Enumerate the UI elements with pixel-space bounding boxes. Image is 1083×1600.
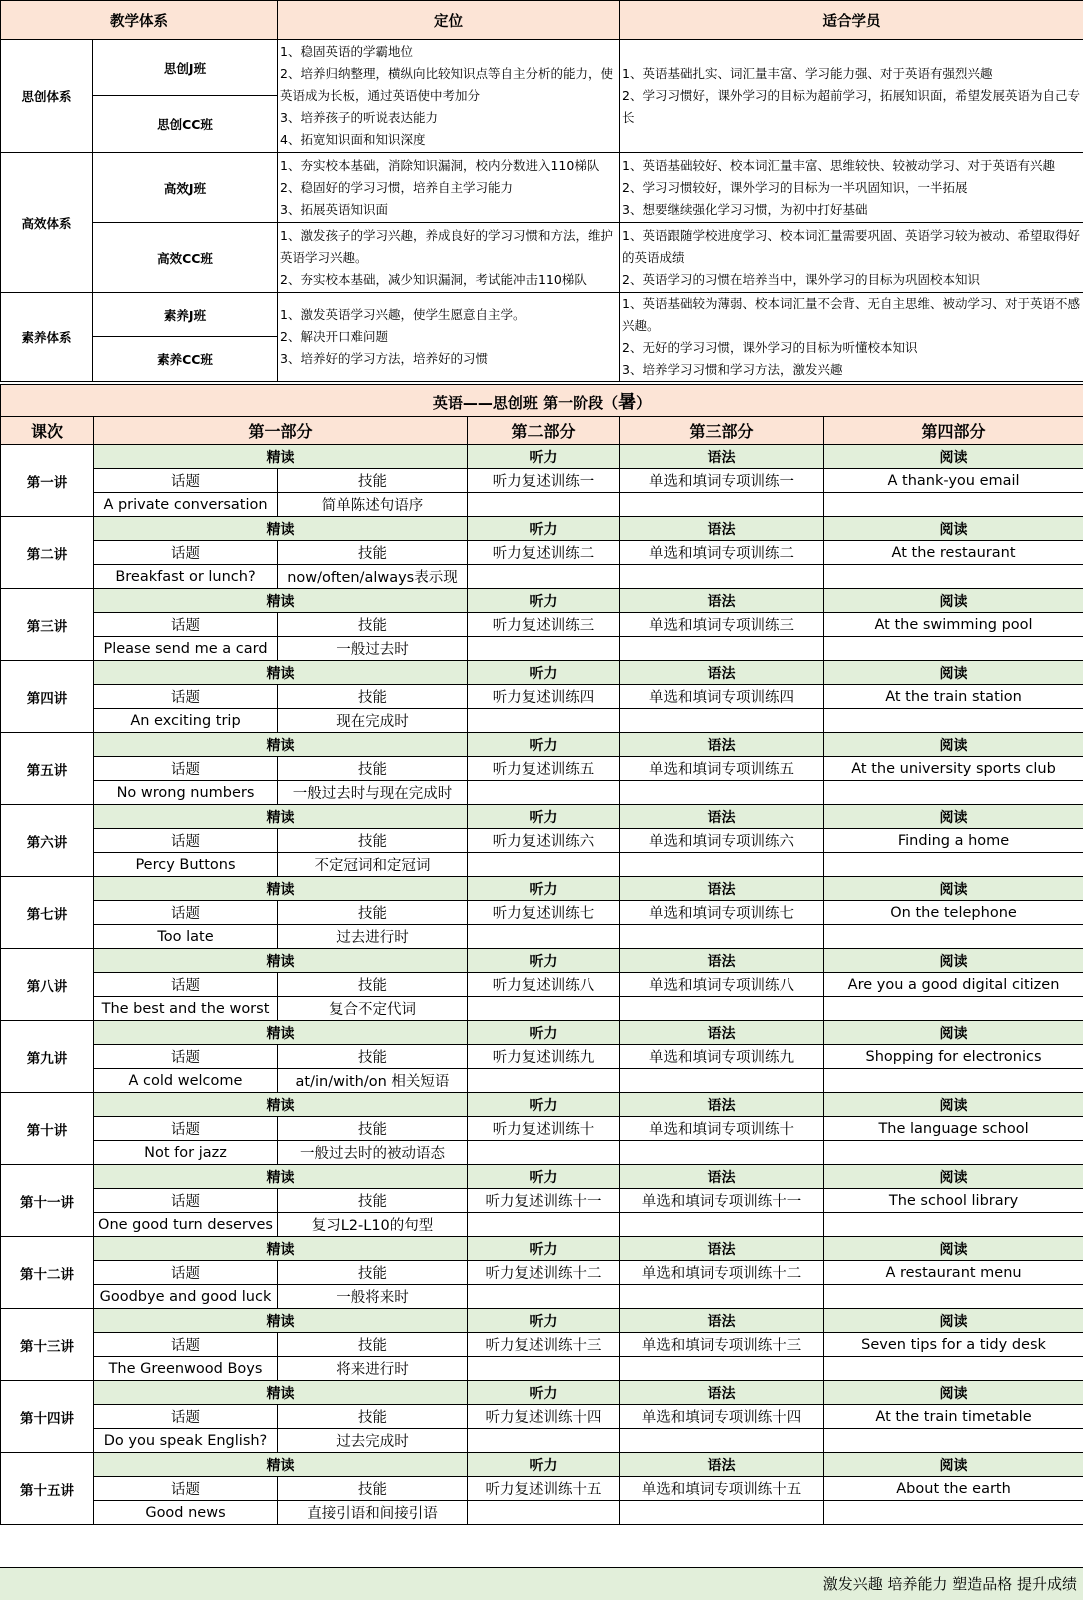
empty-cell: [824, 1213, 1083, 1237]
empty-cell: [824, 1069, 1083, 1093]
grammar-item: 单选和填词专项训练十: [620, 1117, 824, 1141]
text-line: 4、拓宽知识面和知识深度: [280, 132, 426, 147]
grammar-item: 单选和填词专项训练十三: [620, 1333, 824, 1357]
header-positioning: 定位: [278, 1, 620, 40]
system-name: 素养体系: [1, 293, 93, 382]
topic-label: 话题: [94, 685, 278, 709]
reading-item: A restaurant menu: [824, 1261, 1083, 1285]
topic-label: 话题: [94, 1117, 278, 1141]
skill-value: 过去进行时: [278, 925, 468, 949]
text-line: 1、英语基础扎实、词汇量丰富、学习能力强、对于英语有强烈兴趣: [622, 66, 993, 81]
text-line: 2、英语学习的习惯在培养当中，课外学习的目标为巩固校本知识: [622, 271, 980, 287]
text-line: 2、学习习惯好，课外学习的目标为超前学习，拓展知识面，希望发展英语为自己专长: [622, 88, 1080, 125]
topic-value: The Greenwood Boys: [94, 1357, 278, 1381]
listening-item: 听力复述训练十三: [468, 1333, 620, 1357]
listening-item: 听力复述训练十一: [468, 1189, 620, 1213]
empty-cell: [468, 997, 620, 1021]
lesson-name: 第十五讲: [1, 1453, 94, 1525]
listening-item: 听力复述训练四: [468, 685, 620, 709]
lesson-name: 第五讲: [1, 733, 94, 805]
section-grammar: 语法: [620, 1309, 824, 1333]
skill-value: 不定冠词和定冠词: [278, 853, 468, 877]
positioning-cell: [278, 293, 620, 382]
empty-cell: [620, 709, 824, 733]
section-intensive-reading: 精读: [94, 1237, 468, 1261]
section-grammar: 语法: [620, 661, 824, 685]
students-cell: [620, 293, 1083, 382]
empty-cell: [468, 709, 620, 733]
grammar-item: 单选和填词专项训练六: [620, 829, 824, 853]
grammar-item: 单选和填词专项训练一: [620, 469, 824, 493]
skill-label: 技能: [278, 613, 468, 637]
skill-label: 技能: [278, 1405, 468, 1429]
lesson-name: 第七讲: [1, 877, 94, 949]
empty-cell: [620, 781, 824, 805]
grammar-item: 单选和填词专项训练九: [620, 1045, 824, 1069]
lesson-name: 第六讲: [1, 805, 94, 877]
empty-cell: [620, 1285, 824, 1309]
topic-label: 话题: [94, 901, 278, 925]
section-listening: 听力: [468, 1165, 620, 1189]
topic-label: 话题: [94, 1477, 278, 1501]
grammar-item: 单选和填词专项训练十五: [620, 1477, 824, 1501]
section-listening: 听力: [468, 1237, 620, 1261]
text-line: 1、夯实校本基础，消除知识漏洞，校内分数进入110梯队: [280, 157, 600, 173]
topic-label: 话题: [94, 973, 278, 997]
topic-value: Please send me a card: [94, 637, 278, 661]
reading-item: Are you a good digital citizen: [824, 973, 1083, 997]
section-grammar: 语法: [620, 1381, 824, 1405]
section-listening: 听力: [468, 517, 620, 541]
listening-item: 听力复述训练十四: [468, 1405, 620, 1429]
title-season: 暑: [618, 391, 637, 413]
topic-label: 话题: [94, 1189, 278, 1213]
topic-label: 话题: [94, 541, 278, 565]
schedule-title: [1, 385, 1083, 417]
section-intensive-reading: 精读: [94, 733, 468, 757]
section-grammar: 语法: [620, 445, 824, 469]
lesson-name: 第九讲: [1, 1021, 94, 1093]
text-line: 2、无好的学习习惯，课外学习的目标为听懂校本知识: [622, 340, 918, 355]
section-reading: 阅读: [824, 517, 1083, 541]
section-reading: 阅读: [824, 1237, 1083, 1261]
col-part2: 第二部分: [468, 417, 620, 445]
section-listening: 听力: [468, 1309, 620, 1333]
empty-cell: [824, 853, 1083, 877]
skill-label: 技能: [278, 1189, 468, 1213]
skill-value: now/often/always表示现: [278, 565, 468, 589]
skill-label: 技能: [278, 469, 468, 493]
section-listening: 听力: [468, 949, 620, 973]
section-listening: 听力: [468, 1381, 620, 1405]
topic-value: An exciting trip: [94, 709, 278, 733]
listening-item: 听力复述训练六: [468, 829, 620, 853]
listening-item: 听力复述训练十: [468, 1117, 620, 1141]
section-intensive-reading: 精读: [94, 877, 468, 901]
title-main: 英语——思创班 第一阶段（: [432, 393, 619, 412]
class-name: 素养J班: [93, 293, 278, 337]
grammar-item: 单选和填词专项训练五: [620, 757, 824, 781]
empty-cell: [824, 1141, 1083, 1165]
empty-cell: [824, 709, 1083, 733]
skill-value: 简单陈述句语序: [278, 493, 468, 517]
text-line: 3、拓展英语知识面: [280, 201, 388, 217]
topic-label: 话题: [94, 1333, 278, 1357]
empty-cell: [468, 1069, 620, 1093]
text-line: 1、激发英语学习兴趣，使学生愿意自主学。: [280, 307, 526, 322]
skill-label: 技能: [278, 541, 468, 565]
empty-cell: [468, 493, 620, 517]
section-listening: 听力: [468, 1093, 620, 1117]
grammar-item: 单选和填词专项训练十四: [620, 1405, 824, 1429]
section-reading: 阅读: [824, 589, 1083, 613]
grammar-item: 单选和填词专项训练十一: [620, 1189, 824, 1213]
skill-value: 一般过去时的被动语态: [278, 1141, 468, 1165]
empty-cell: [824, 1429, 1083, 1453]
topic-value: Not for jazz: [94, 1141, 278, 1165]
section-reading: 阅读: [824, 1381, 1083, 1405]
skill-value: 复合不定代词: [278, 997, 468, 1021]
empty-cell: [620, 1429, 824, 1453]
empty-cell: [468, 1213, 620, 1237]
grammar-item: 单选和填词专项训练三: [620, 613, 824, 637]
class-name: 高效CC班: [93, 223, 278, 293]
section-intensive-reading: 精读: [94, 1309, 468, 1333]
empty-cell: [824, 781, 1083, 805]
topic-label: 话题: [94, 829, 278, 853]
system-name: 思创体系: [1, 40, 93, 153]
empty-cell: [620, 565, 824, 589]
topic-value: No wrong numbers: [94, 781, 278, 805]
skill-value: 现在完成时: [278, 709, 468, 733]
empty-cell: [468, 1501, 620, 1525]
lesson-name: 第十四讲: [1, 1381, 94, 1453]
col-part1: 第一部分: [94, 417, 468, 445]
section-intensive-reading: 精读: [94, 1165, 468, 1189]
section-grammar: 语法: [620, 1453, 824, 1477]
col-lesson: 课次: [1, 417, 94, 445]
skill-value: 过去完成时: [278, 1429, 468, 1453]
text-line: 3、培养学习习惯和学习方法，激发兴趣: [622, 362, 843, 377]
lesson-name: 第十三讲: [1, 1309, 94, 1381]
col-part3: 第三部分: [620, 417, 824, 445]
students-cell: [620, 40, 1083, 153]
section-reading: 阅读: [824, 1453, 1083, 1477]
empty-cell: [468, 1429, 620, 1453]
topic-value: Percy Buttons: [94, 853, 278, 877]
listening-item: 听力复述训练二: [468, 541, 620, 565]
text-line: 2、稳固好的学习习惯，培养自主学习能力: [280, 179, 513, 195]
section-intensive-reading: 精读: [94, 1381, 468, 1405]
section-intensive-reading: 精读: [94, 661, 468, 685]
empty-cell: [620, 1357, 824, 1381]
section-reading: 阅读: [824, 445, 1083, 469]
empty-cell: [620, 1069, 824, 1093]
section-grammar: 语法: [620, 1093, 824, 1117]
section-reading: 阅读: [824, 1165, 1083, 1189]
footer-slogan: 激发兴趣 培养能力 塑造品格 提升成绩: [0, 1567, 1083, 1600]
empty-cell: [824, 925, 1083, 949]
section-intensive-reading: 精读: [94, 1453, 468, 1477]
listening-item: 听力复述训练一: [468, 469, 620, 493]
text-line: 2、学习习惯较好，课外学习的目标为一半巩固知识，一半拓展: [622, 179, 968, 195]
skill-value: 一般将来时: [278, 1285, 468, 1309]
positioning-cell: [278, 153, 620, 223]
section-intensive-reading: 精读: [94, 445, 468, 469]
topic-value: Do you speak English?: [94, 1429, 278, 1453]
section-reading: 阅读: [824, 949, 1083, 973]
section-reading: 阅读: [824, 1309, 1083, 1333]
lesson-name: 第十一讲: [1, 1165, 94, 1237]
class-name: 思创J班: [93, 40, 278, 96]
positioning-cell: [278, 223, 620, 293]
empty-cell: [824, 1285, 1083, 1309]
reading-item: On the telephone: [824, 901, 1083, 925]
text-line: 2、培养归纳整理，横纵向比较知识点等自主分析的能力，使英语成为长板，通过英语使中考加分: [280, 66, 613, 103]
listening-item: 听力复述训练三: [468, 613, 620, 637]
topic-value: Good news: [94, 1501, 278, 1525]
listening-item: 听力复述训练七: [468, 901, 620, 925]
skill-label: 技能: [278, 685, 468, 709]
empty-cell: [620, 493, 824, 517]
empty-cell: [620, 853, 824, 877]
empty-cell: [468, 1141, 620, 1165]
reading-item: The school library: [824, 1189, 1083, 1213]
empty-cell: [468, 637, 620, 661]
grammar-item: 单选和填词专项训练十二: [620, 1261, 824, 1285]
empty-cell: [468, 1285, 620, 1309]
section-reading: 阅读: [824, 1093, 1083, 1117]
text-line: 2、夯实校本基础，减少知识漏洞，考试能冲击110梯队: [280, 271, 587, 287]
empty-cell: [620, 997, 824, 1021]
skill-value: 复习L2-L10的句型: [278, 1213, 468, 1237]
empty-cell: [620, 1213, 824, 1237]
grammar-item: 单选和填词专项训练八: [620, 973, 824, 997]
skill-value: 一般过去时: [278, 637, 468, 661]
listening-item: 听力复述训练八: [468, 973, 620, 997]
lesson-name: 第十二讲: [1, 1237, 94, 1309]
topic-value: Goodbye and good luck: [94, 1285, 278, 1309]
empty-cell: [824, 1501, 1083, 1525]
empty-cell: [468, 853, 620, 877]
section-intensive-reading: 精读: [94, 1093, 468, 1117]
lesson-name: 第一讲: [1, 445, 94, 517]
empty-cell: [824, 1357, 1083, 1381]
section-intensive-reading: 精读: [94, 949, 468, 973]
class-name: 素养CC班: [93, 337, 278, 382]
skill-label: 技能: [278, 1045, 468, 1069]
section-intensive-reading: 精读: [94, 1021, 468, 1045]
section-grammar: 语法: [620, 1165, 824, 1189]
section-grammar: 语法: [620, 1021, 824, 1045]
skill-label: 技能: [278, 757, 468, 781]
skill-label: 技能: [278, 973, 468, 997]
grammar-item: 单选和填词专项训练七: [620, 901, 824, 925]
empty-cell: [824, 637, 1083, 661]
skill-label: 技能: [278, 1477, 468, 1501]
col-part4: 第四部分: [824, 417, 1083, 445]
title-end: ）: [636, 393, 652, 412]
topic-label: 话题: [94, 1261, 278, 1285]
section-listening: 听力: [468, 805, 620, 829]
empty-cell: [620, 1501, 824, 1525]
empty-cell: [824, 997, 1083, 1021]
listening-item: 听力复述训练十二: [468, 1261, 620, 1285]
topic-value: Breakfast or lunch?: [94, 565, 278, 589]
section-grammar: 语法: [620, 949, 824, 973]
section-intensive-reading: 精读: [94, 805, 468, 829]
listening-item: 听力复述训练九: [468, 1045, 620, 1069]
skill-value: 将来进行时: [278, 1357, 468, 1381]
topic-value: The best and the worst: [94, 997, 278, 1021]
section-grammar: 语法: [620, 733, 824, 757]
section-grammar: 语法: [620, 517, 824, 541]
topic-label: 话题: [94, 757, 278, 781]
section-listening: 听力: [468, 445, 620, 469]
grammar-item: 单选和填词专项训练二: [620, 541, 824, 565]
empty-cell: [468, 781, 620, 805]
empty-cell: [620, 1141, 824, 1165]
text-line: 2、解决开口难问题: [280, 329, 388, 344]
empty-cell: [824, 493, 1083, 517]
section-reading: 阅读: [824, 661, 1083, 685]
section-listening: 听力: [468, 589, 620, 613]
section-reading: 阅读: [824, 733, 1083, 757]
system-name: 高效体系: [1, 153, 93, 293]
section-reading: 阅读: [824, 1021, 1083, 1045]
section-reading: 阅读: [824, 805, 1083, 829]
lesson-name: 第三讲: [1, 589, 94, 661]
students-cell: [620, 223, 1083, 293]
reading-item: At the swimming pool: [824, 613, 1083, 637]
topic-label: 话题: [94, 469, 278, 493]
topic-value: Too late: [94, 925, 278, 949]
text-line: 1、英语基础较好、校本词汇量丰富、思维较快、较被动学习、对于英语有兴趣: [622, 157, 1055, 173]
text-line: 3、想要继续强化学习习惯，为初中打好基础: [622, 201, 868, 217]
topic-label: 话题: [94, 613, 278, 637]
listening-item: 听力复述训练五: [468, 757, 620, 781]
section-reading: 阅读: [824, 877, 1083, 901]
header-system: 教学体系: [1, 1, 278, 40]
schedule-table: [0, 384, 1083, 1525]
text-line: 1、稳固英语的学霸地位: [280, 44, 413, 59]
reading-item: At the restaurant: [824, 541, 1083, 565]
skill-label: 技能: [278, 901, 468, 925]
empty-cell: [468, 1357, 620, 1381]
topic-value: A cold welcome: [94, 1069, 278, 1093]
section-intensive-reading: 精读: [94, 589, 468, 613]
section-grammar: 语法: [620, 1237, 824, 1261]
skill-value: 直接引语和间接引语: [278, 1501, 468, 1525]
skill-value: at/in/with/on 相关短语: [278, 1069, 468, 1093]
section-listening: 听力: [468, 733, 620, 757]
topic-value: A private conversation: [94, 493, 278, 517]
section-listening: 听力: [468, 877, 620, 901]
teaching-system-table: [0, 0, 1083, 382]
reading-item: At the train timetable: [824, 1405, 1083, 1429]
section-listening: 听力: [468, 1453, 620, 1477]
positioning-cell: [278, 40, 620, 153]
text-line: 3、培养好的学习方法，培养好的习惯: [280, 351, 488, 366]
reading-item: Finding a home: [824, 829, 1083, 853]
empty-cell: [620, 637, 824, 661]
section-listening: 听力: [468, 1021, 620, 1045]
reading-item: About the earth: [824, 1477, 1083, 1501]
section-grammar: 语法: [620, 805, 824, 829]
text-line: 1、激发孩子的学习兴趣，养成良好的学习习惯和方法，维护英语学习兴趣。: [280, 227, 613, 265]
class-name: 高效J班: [93, 153, 278, 223]
reading-item: At the university sports club: [824, 757, 1083, 781]
empty-cell: [468, 565, 620, 589]
topic-value: One good turn deserves: [94, 1213, 278, 1237]
text-line: 1、英语跟随学校进度学习、校本词汇量需要巩固、英语学习较为被动、希望取得好的英语成绩: [622, 227, 1080, 265]
section-listening: 听力: [468, 661, 620, 685]
header-students: 适合学员: [620, 1, 1083, 40]
skill-label: 技能: [278, 1117, 468, 1141]
class-name: 思创CC班: [93, 96, 278, 153]
topic-label: 话题: [94, 1045, 278, 1069]
skill-label: 技能: [278, 1261, 468, 1285]
text-line: 3、培养孩子的听说表达能力: [280, 110, 438, 125]
reading-item: A thank-you email: [824, 469, 1083, 493]
text-line: 1、英语基础较为薄弱、校本词汇量不会背、无自主思维、被动学习、对于英语不感兴趣。: [622, 296, 1080, 333]
empty-cell: [824, 565, 1083, 589]
grammar-item: 单选和填词专项训练四: [620, 685, 824, 709]
listening-item: 听力复述训练十五: [468, 1477, 620, 1501]
lesson-name: 第二讲: [1, 517, 94, 589]
section-grammar: 语法: [620, 589, 824, 613]
lesson-name: 第四讲: [1, 661, 94, 733]
reading-item: The language school: [824, 1117, 1083, 1141]
section-intensive-reading: 精读: [94, 517, 468, 541]
skill-value: 一般过去时与现在完成时: [278, 781, 468, 805]
students-cell: [620, 153, 1083, 223]
section-grammar: 语法: [620, 877, 824, 901]
skill-label: 技能: [278, 829, 468, 853]
reading-item: At the train station: [824, 685, 1083, 709]
topic-label: 话题: [94, 1405, 278, 1429]
reading-item: Shopping for electronics: [824, 1045, 1083, 1069]
empty-cell: [620, 925, 824, 949]
empty-cell: [468, 925, 620, 949]
reading-item: Seven tips for a tidy desk: [824, 1333, 1083, 1357]
skill-label: 技能: [278, 1333, 468, 1357]
lesson-name: 第八讲: [1, 949, 94, 1021]
lesson-name: 第十讲: [1, 1093, 94, 1165]
